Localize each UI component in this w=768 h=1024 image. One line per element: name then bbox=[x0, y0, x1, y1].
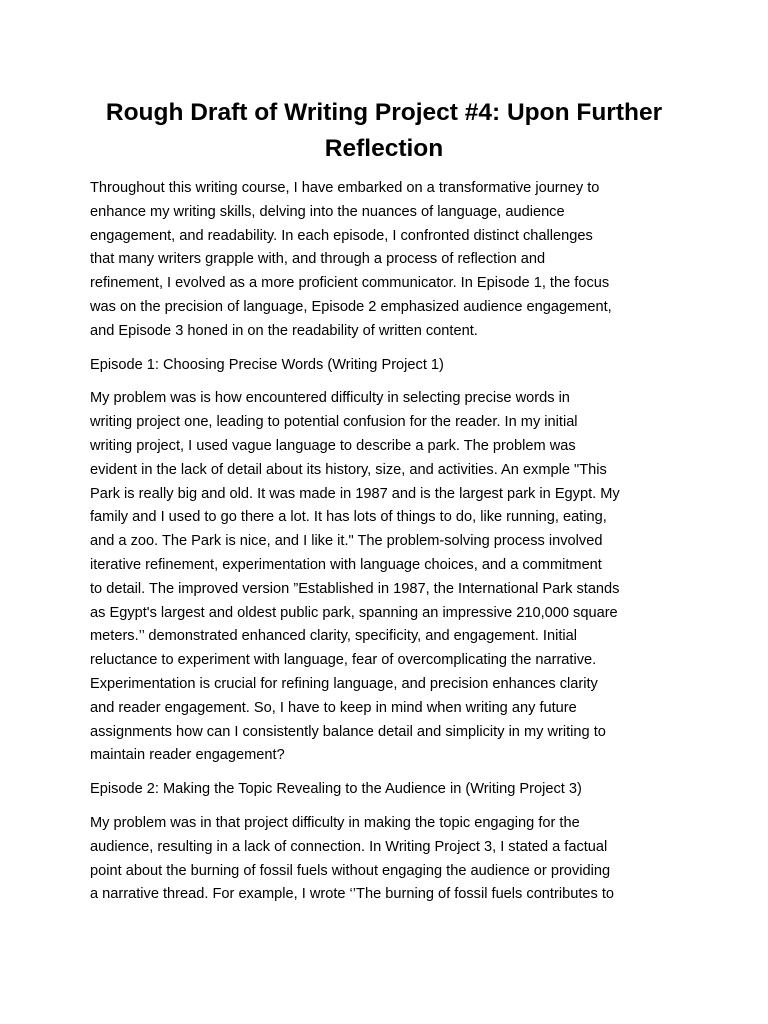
text-line: writing project, I used vague language to describe a park. The problem was bbox=[90, 437, 576, 454]
text-line: was on the precision of language, Episode 2 emphasized audience engagement, bbox=[90, 298, 612, 315]
text-line: point about the burning of fossil fuels without engaging the audience or providing bbox=[90, 862, 611, 879]
text-line: and a zoo. The Park is nice, and I like it." The problem-solving process involved bbox=[90, 533, 603, 550]
text-line: evident in the lack of detail about its history, size, and activities. An exmple "This bbox=[90, 461, 607, 478]
episode-1-paragraph bbox=[90, 387, 680, 768]
text-line: engagement, and readability. In each episode, I confronted distinct challenges bbox=[90, 227, 593, 244]
text-line: and Episode 3 honed in on the readability of written content. bbox=[90, 322, 478, 339]
text-line: reluctance to experiment with language, fear of overcomplicating the narrative. bbox=[90, 652, 597, 669]
document-title bbox=[90, 95, 678, 167]
text-line: assignments how can I consistently balance detail and simplicity in my writing to bbox=[90, 723, 606, 740]
text-line: iterative refinement, experimentation with language choices, and a commitment bbox=[90, 556, 602, 573]
text-line: as Egypt's largest and oldest public park, spanning an impressive 210,000 square bbox=[90, 604, 618, 621]
text-line: maintain reader engagement? bbox=[90, 747, 285, 764]
episode-2-heading bbox=[90, 778, 680, 802]
text-line: Episode 1: Choosing Precise Words (Writing Project 1) bbox=[90, 356, 444, 373]
text-line: meters.’’ demonstrated enhanced clarity, specificity, and engagement. Initial bbox=[90, 628, 577, 645]
text-line: Episode 2: Making the Topic Revealing to the Audience in (Writing Project 3) bbox=[90, 781, 582, 798]
episode-2-paragraph bbox=[90, 812, 680, 907]
title-line: Reflection bbox=[324, 135, 444, 162]
text-line: enhance my writing skills, delving into the nuances of language, audience bbox=[90, 203, 565, 220]
intro-paragraph bbox=[90, 177, 680, 344]
text-line: family and I used to go there a lot. It has lots of things to do, like running, eating, bbox=[90, 509, 607, 526]
document-body bbox=[90, 177, 680, 917]
text-line: that many writers grapple with, and through a process of reflection and bbox=[90, 251, 546, 268]
text-line: to detail. The improved version ”Established in 1987, the International Park stands bbox=[90, 580, 620, 597]
text-line: My problem was is how encountered difficulty in selecting precise words in bbox=[90, 390, 570, 407]
text-line: a narrative thread. For example, I wrote ‘’The burning of fossil fuels contributes to bbox=[90, 886, 615, 903]
text-line: Park is really big and old. It was made in 1987 and is the largest park in Egypt. My bbox=[90, 485, 620, 502]
title-line: Rough Draft of Writing Project #4: Upon Further bbox=[105, 99, 663, 126]
text-line: My problem was in that project difficulty in making the topic engaging for the bbox=[90, 814, 580, 831]
text-line: Experimentation is crucial for refining language, and precision enhances clarity bbox=[90, 675, 598, 692]
text-line: and reader engagement. So, I have to keep in mind when writing any future bbox=[90, 699, 577, 716]
text-line: audience, resulting in a lack of connection. In Writing Project 3, I stated a factual bbox=[90, 838, 608, 855]
text-line: writing project one, leading to potential confusion for the reader. In my initial bbox=[90, 414, 578, 431]
text-line: refinement, I evolved as a more proficient communicator. In Episode 1, the focus bbox=[90, 275, 610, 292]
episode-1-heading bbox=[90, 354, 680, 378]
text-line: Throughout this writing course, I have embarked on a transformative journey to bbox=[90, 180, 600, 196]
